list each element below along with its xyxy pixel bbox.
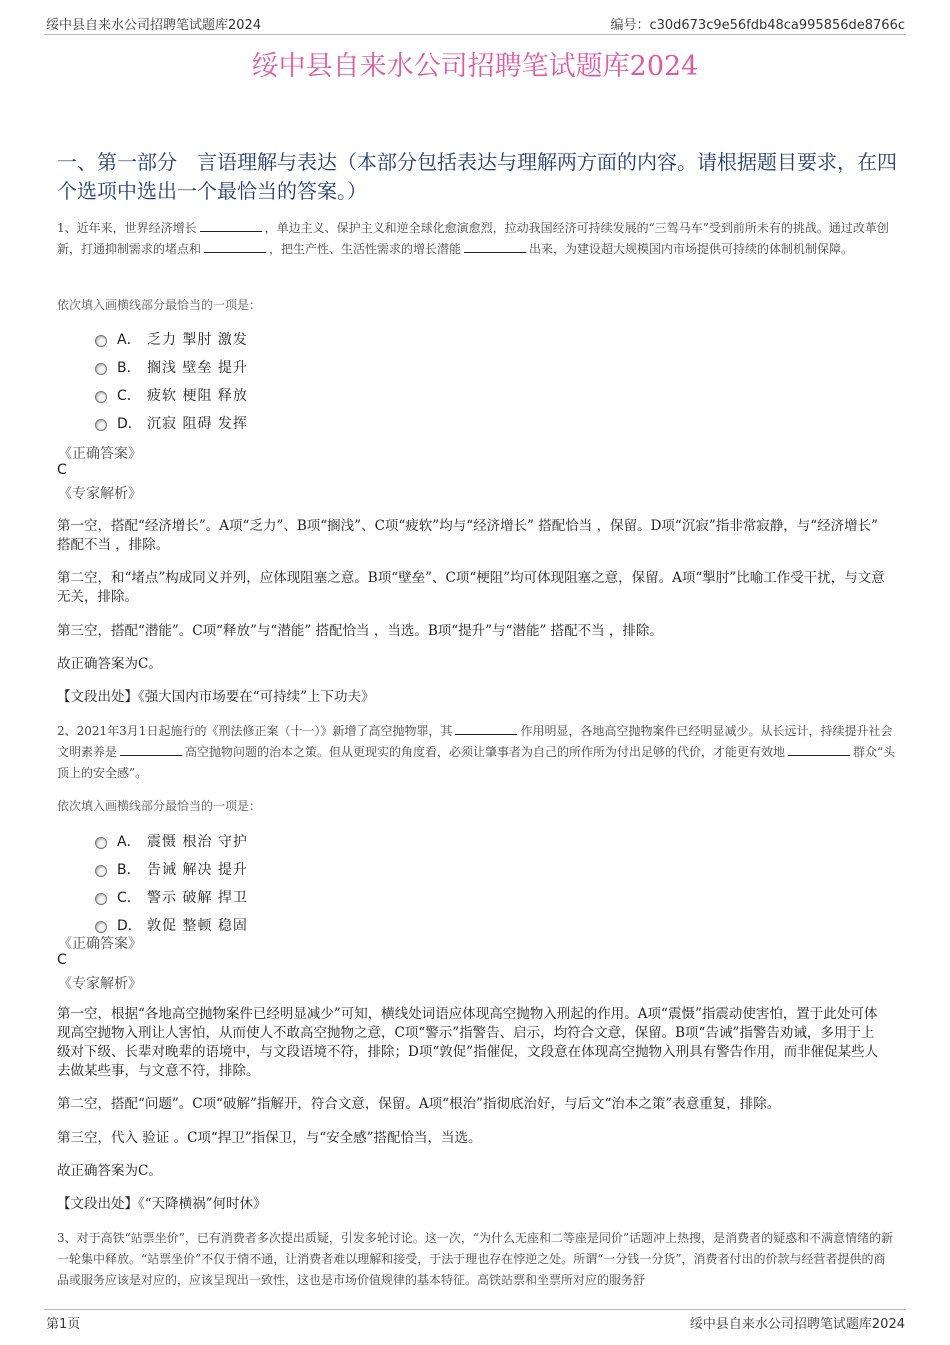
header-divider <box>44 34 906 35</box>
analysis-paragraph: 第二空，搭配“问题”。C项“破解”指解开，符合文意，保留。A项“根治”指彻底治好，与后文“治本之策”表意重复，排除。 <box>57 1096 781 1112</box>
question-3-stem: 3、对于高铁“站票坐价”，已有消费者多次提出质疑，引发多轮讨论。这一次，“为什么无座和二等座是同价”话题冲上热搜，是消费者的疑惑和不满意情绪的新一轮集中释放。“站票坐价”不仅于情不通，让消费者难以理解和接受，于法于理也存在悖逆之处。所谓“一分钱一分货”，消费者付出的价款与经营者提供的商品或服务应该是对应的，应该呈现出一致性，这也是市场价值规律的基本特征。高铁站票和坐票所对应的服务舒 <box>57 1231 894 1287</box>
option-b[interactable]: B． 搁浅 壁垒 提升 <box>95 353 248 381</box>
blank <box>455 722 517 735</box>
question-2-prompt: 依次填入画横线部分最恰当的一项是： <box>57 799 262 813</box>
source-citation: 【文段出处】《“天降横祸”何时休》 <box>57 1196 267 1212</box>
header-left: 绥中县自来水公司招聘笔试题库2024 <box>46 18 262 33</box>
analysis-paragraph: 第一空，根据“各地高空抛物案件已经明显减少”可知，横线处词语应体现高空抛物入刑起的作用。A项“震慑”指震动使害怕，置于此处可体现高空抛物入刑让人害怕，从而使人不敢高空抛物之意，C项“警示”指警告、启示，均符合文意，保留。B项“告诫”指警告劝诫，多用于上级对下级、长辈对晚辈的语境中，与文段语境不符，排除；D项“敦促”指催促，文段意在体现高空抛物入刑具有警告作用，而非催促某些人去做某些事，与文意不符，排除。 <box>57 1006 879 1079</box>
answer-label: 《正确答案》 <box>58 936 142 952</box>
blank <box>464 240 526 253</box>
analysis-paragraph: 故正确答案为C。 <box>57 656 162 672</box>
answer-value: C <box>57 952 67 968</box>
question-2-options <box>95 827 248 939</box>
section-title: 一、第一部分 言语理解与表达（本部分包括表达与理解两方面的内容。请根据题目要求，在四个选项中选出一个最恰当的答案。） <box>57 150 897 203</box>
radio-icon[interactable] <box>95 893 107 905</box>
radio-icon[interactable] <box>95 921 107 933</box>
radio-icon[interactable] <box>95 865 107 877</box>
option-a[interactable]: A． 震慑 根治 守护 <box>95 827 248 855</box>
source-citation: 【文段出处】《强大国内市场要在“可持续”上下功夫》 <box>57 689 375 705</box>
page-title: 绥中县自来水公司招聘笔试题库2024 <box>251 51 699 82</box>
radio-icon[interactable] <box>95 335 107 347</box>
option-c[interactable]: C． 警示 破解 捍卫 <box>95 883 248 911</box>
option-d[interactable]: D． 沉寂 阻碍 发挥 <box>95 409 248 437</box>
question-1-stem: 1、近年来，世界经济增长 ，单边主义、保护主义和逆全球化愈演愈烈，拉动我国经济可持续发展的“三驾马车”受到前所未有的挑战。通过改革创新，打通抑制需求的堵点和 ，把生产性、生活性需求的增长潜能 出来，为建设超大规模国内市场提供可持续的体制机制保障。 <box>57 221 889 256</box>
analysis-paragraph: 第二空，和“堵点”构成同义并列，应体现阻塞之意。B项“壁垒”、C项“梗阻”均可体现阻塞之意，保留。A项“掣肘”比喻工作受干扰，与文意无关，排除。 <box>57 570 885 605</box>
blank <box>200 219 262 232</box>
page-number: 第1页 <box>46 1317 81 1332</box>
option-c[interactable]: C． 疲软 梗阻 释放 <box>95 381 248 409</box>
radio-icon[interactable] <box>95 391 107 403</box>
question-2-stem: 2、2021年3月1日起施行的《刑法修正案（十一）》新增了高空抛物罪，其 作用明显，各地高空抛物案件已经明显减少。从长远计，持续提升社会文明素养是 高空抛物问题的治本之策。但从更现实的角度看，必须让肇事者为自己的所作所为付出足够的代价，才能更有效地 群众“头顶上的安全感”。 <box>57 724 896 780</box>
radio-icon[interactable] <box>95 363 107 375</box>
analysis-paragraph: 第一空，搭配“经济增长”。A项“乏力”、B项“搁浅”、C项“疲软”均与“经济增长” 搭配恰当 ，保留。D项“沉寂”指非常寂静，与“经济增长” 搭配不当 ，排除。 <box>57 518 879 553</box>
radio-icon[interactable] <box>95 837 107 849</box>
option-d[interactable]: D． 敦促 整顿 稳固 <box>95 911 248 939</box>
analysis-paragraph: 第三空，代入 验证 。C项“捍卫”指保卫，与“安全感”搭配恰当，当选。 <box>57 1130 482 1146</box>
option-a[interactable]: A． 乏力 掣肘 激发 <box>95 325 248 353</box>
question-1-prompt: 依次填入画横线部分最恰当的一项是： <box>57 298 262 312</box>
analysis-paragraph: 第三空，搭配“潜能”。C项“释放”与“潜能” 搭配恰当 ，当选。B项“提升”与“潜能” 搭配不当 ，排除。 <box>57 623 663 639</box>
question-1-options <box>95 325 248 437</box>
analysis-label: 《专家解析》 <box>58 486 142 502</box>
analysis-label: 《专家解析》 <box>58 976 142 992</box>
option-b[interactable]: B． 告诫 解决 提升 <box>95 855 248 883</box>
analysis-paragraph: 故正确答案为C。 <box>57 1163 162 1179</box>
blank <box>204 240 266 253</box>
answer-label: 《正确答案》 <box>58 446 142 462</box>
blank <box>788 743 850 756</box>
blank <box>120 743 182 756</box>
footer-divider <box>44 1309 906 1310</box>
radio-icon[interactable] <box>95 419 107 431</box>
answer-value: C <box>57 462 67 478</box>
footer-title: 绥中县自来水公司招聘笔试题库2024 <box>689 1317 905 1332</box>
header-doc-id: 编号：c30d673c9e56fdb48ca995856de8766c <box>610 18 905 33</box>
